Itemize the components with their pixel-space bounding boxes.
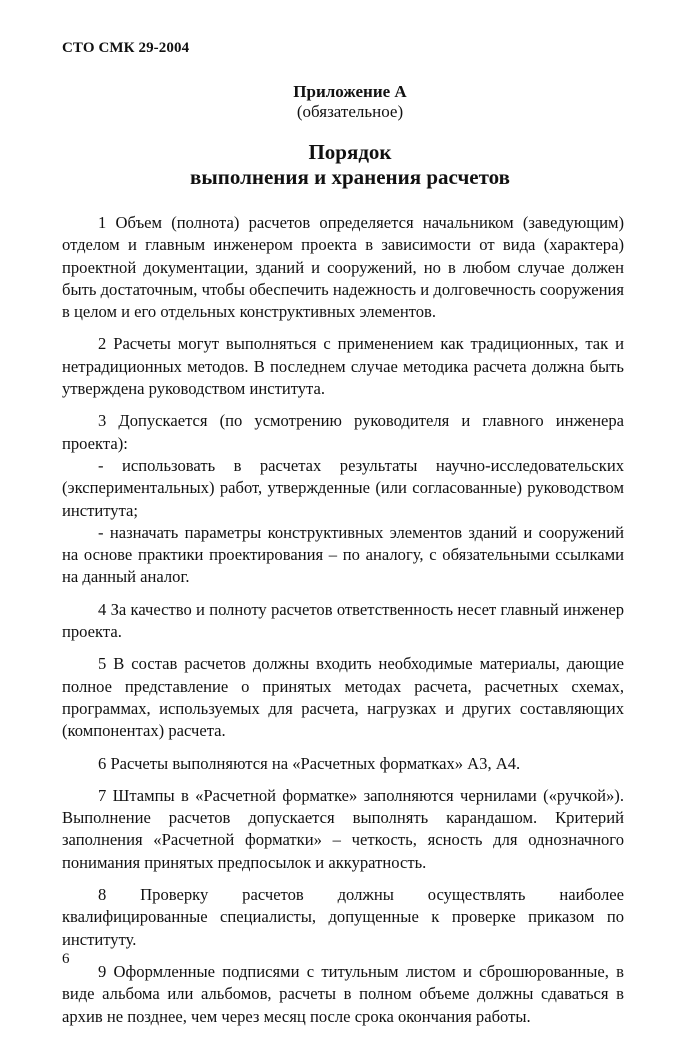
appendix-status: (обязательное) — [296, 102, 404, 121]
paragraph-5: 5 В состав расчетов должны входить необходимые материалы, дающие полное представление о принятых методах расчета, расчетных схемах, программах, используемых для расчета, нагрузках и других составляющих (компонентах) расчета. — [62, 654, 624, 741]
paragraph-4: 4 За качество и полноту расчетов ответственность несет главный инженер проекта. — [62, 599, 624, 642]
paragraph-8: 8 Проверку расчетов должны осуществлять наиболее квалифицированные специалисты, допущенные к проверке приказом по институту. — [62, 885, 624, 949]
body-text — [62, 212, 624, 1038]
paragraph-1: 1 Объем (полнота) расчетов определяется начальником (заведующим) отделом и главным инженером проекта в зависимости от вида (характера) проектной документации, зданий и сооружений, но в любом случае должен быть достаточным, чтобы обеспечить надежность и долговечность сооружения в целом и его отдельных конструктивных элементов. — [62, 213, 624, 322]
paragraph-3: 3 Допускается (по усмотрению руководителя и главного инженера проекта): — [62, 411, 624, 453]
paragraph-2: 2 Расчеты могут выполняться с применением как традиционных, так и нетрадиционных методов. В последнем случае методика расчета должна быть утверждена руководством института. — [62, 334, 624, 399]
paragraph-3-list-item-1: - использовать в расчетах результаты научно-исследовательских (экспериментальных) работ, утвержденные (или согласованные) руководством института; — [62, 455, 624, 520]
paragraph-7: 7 Штампы в «Расчетной форматке» заполняются чернилами («ручкой»). Выполнение расчетов допускается выполнять карандашом. Критерий заполнения «Расчетной форматки» – четкость, ясность для однозначного понимания принятых предпосылок и аккуратность. — [62, 785, 624, 872]
appendix-title: Приложение А — [293, 82, 407, 101]
paragraph-9: 9 Оформленные подписями с титульным листом и сброшюрованные, в виде альбома или альбомов, расчеты в полном объеме должны сдаваться в архив не позднее, чем через месяц после срока окончания работы. — [62, 961, 624, 1026]
paragraph-6: 6 Расчеты выполняются на «Расчетных форматках» А3, А4. — [98, 753, 521, 773]
section-heading-line-1: Порядок — [308, 140, 392, 164]
document-code: СТО СМК 29-2004 — [62, 40, 190, 56]
paragraph-3-list-item-2: - назначать параметры конструктивных элементов зданий и сооружений на основе практики проектирования – по аналогу, с обязательными ссылками на данный аналог. — [62, 522, 624, 587]
section-heading-line-2: выполнения и хранения расчетов — [190, 165, 510, 189]
page-number: 6 — [62, 951, 70, 967]
